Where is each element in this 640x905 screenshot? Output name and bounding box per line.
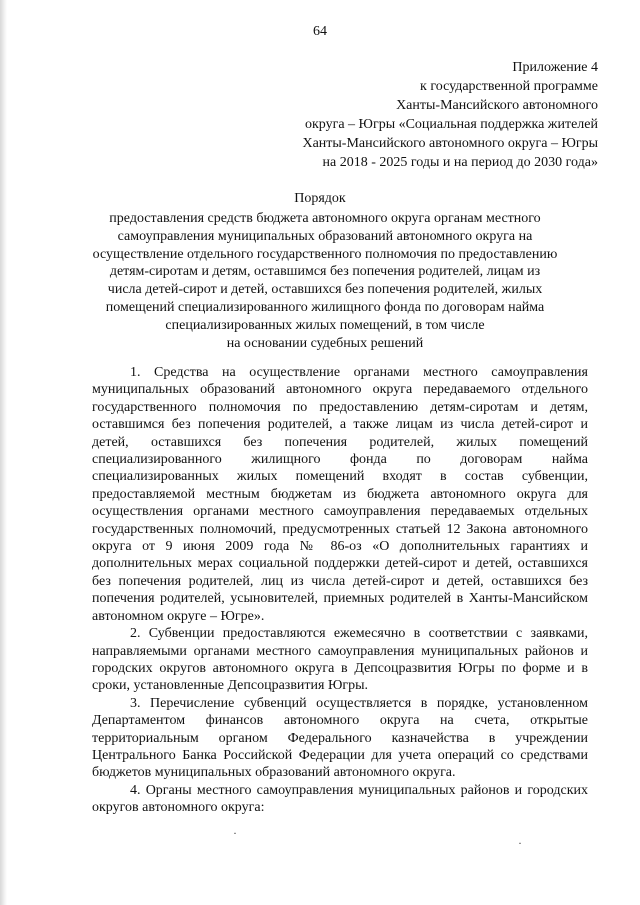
subtitle-line: осуществление отдельного государственного полномочия по предоставлению (92, 246, 558, 262)
paragraph-1: 1. Средства на осуществление органами местного самоуправления муниципальных образований автономного округа передаваемого отдельного государственного полномочия по предоставлению детям-сиротам и детям, оставшимся без попечения родителей, а также лицам из числа детей-сирот и детей, оставшихся без попечения родителей, жилых помещений специализированного жилищного фонда по договорам найма специализированных жилых помещений входят в состав субвенции, предоставляемой местным бюджетам из бюджета автономного округа для осуществления органами местного самоуправления передаваемых отдельных государственных полномочий, предусмотренных статьей 12 Закона автономного округа от 9 июня 2009 года № 86-оз «О дополнительных гарантиях и дополнительных мерах социальной поддержки детей-сирот и детей, оставшихся без попечения родителей, лиц из числа детей-сирот и детей, оставшихся без попечения родителей, усыновителей, приемных родителей в Ханты-Мансийском автономном округе – Югре». (92, 365, 588, 624)
appendix-line: Приложение 4 (512, 60, 598, 75)
paragraph-4: 4. Органы местного самоуправления муниципальных районов и городских округов автономного округа: (92, 782, 588, 816)
subtitle-line: детям-сиротам и детям, оставшимся без попечения родителей, лицам из (109, 264, 541, 280)
appendix-line: округа – Югры «Социальная поддержка жителей (304, 117, 598, 132)
appendix-line: к государственной программе (420, 79, 598, 94)
subtitle-line: предоставления средств бюджета автономного округа органам местного (109, 211, 541, 226)
appendix-line: на 2018 - 2025 годы и на период до 2030 года» (322, 155, 598, 170)
appendix-header (178, 58, 598, 172)
subtitle-line: на основании судебных решений (226, 335, 424, 351)
paragraph-3: 3. Перечисление субвенций осуществляется в порядке, установленном Департаментом финансов автономного округа на счета, открытые территориальным органом Федерального казначейства в учреждении Центрального Банка Российской Федерации для учета операций со средствами бюджетов муниципальных образований автономного округа. (92, 695, 588, 781)
document-subtitle (90, 210, 560, 352)
paragraph-2: 2. Субвенции предоставляются ежемесячно в соответствии с заявками, направляемыми органами местного самоуправления муниципальных районов и городских округов автономного округа в Депсоцразвития Югры по форме и в сроки, установленные Депсоцразвития Югры. (92, 626, 588, 694)
document-title: Порядок (294, 191, 346, 206)
subtitle-line: самоуправления муниципальных образований автономного округа на (117, 228, 533, 244)
scan-speck: · (233, 826, 237, 840)
subtitle-line: числа детей-сирот и детей, оставшихся без попечения родителей, жилых (107, 282, 543, 298)
page-number: 64 (313, 24, 327, 39)
appendix-line: Ханты-Мансийского автономного округа – Югры (302, 136, 598, 151)
subtitle-line: помещений специализированного жилищного фонда по договорам найма (105, 299, 545, 315)
appendix-line: Ханты-Мансийского автономного (396, 98, 598, 113)
subtitle-line: специализированных жилых помещений, в том числе (165, 317, 485, 333)
scan-speck: · (518, 836, 522, 850)
scan-edge-shadow (0, 0, 7, 905)
document-body (92, 364, 588, 817)
